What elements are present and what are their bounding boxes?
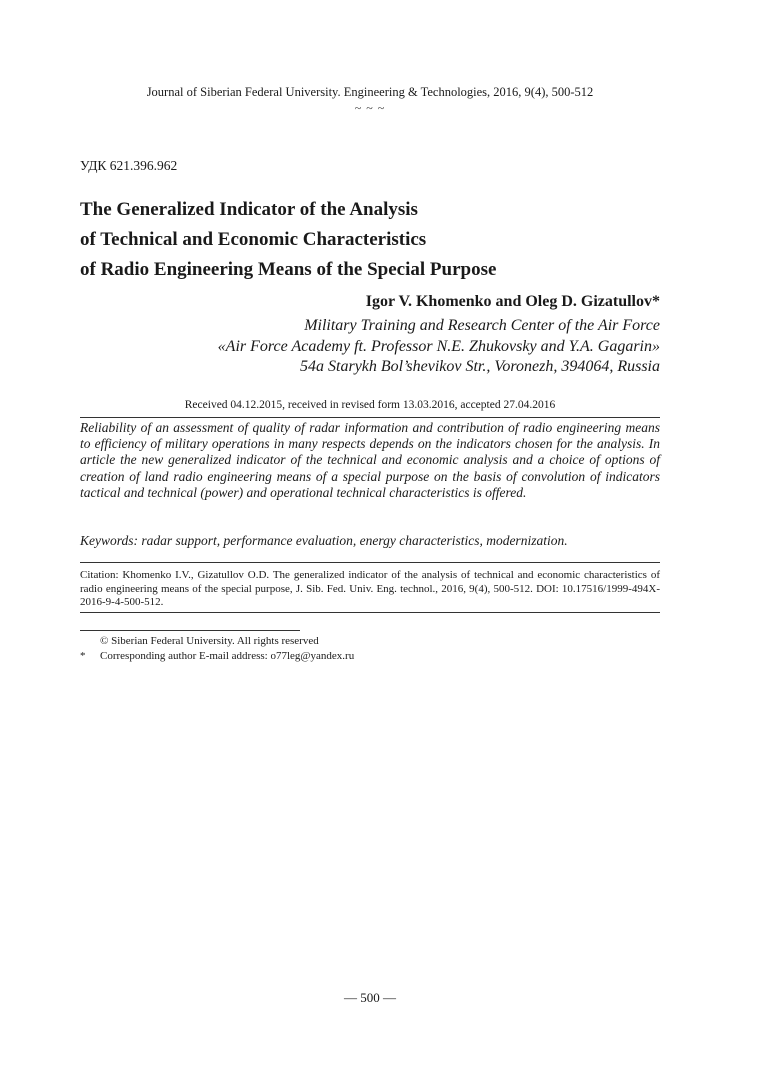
header-ornament: ~ ~ ~ [354, 101, 386, 115]
paper-title [80, 195, 680, 285]
keywords: Keywords: radar support, performance evaluation, energy characteristics, modernization. [80, 533, 568, 548]
citation: Citation: Khomenko I.V., Gizatullov O.D. The generalized indicator of the analysis of technical and economic characteristics of radio engineering means of the special purpose, J. Sib. Fed. Univ. Eng. technol., 2016, 9(4), 500-512. DOI: 10.17516/1999-494X-2016-9-4-500-512. [80, 569, 660, 608]
udk-code: УДК 621.396.962 [80, 158, 178, 173]
footnote-copyright [80, 635, 319, 647]
authors: Igor V. Khomenko and Oleg D. Gizatullov* [365, 293, 660, 310]
abstract: Reliability of an assessment of quality of radar information and contribution of radio engineering means to efficiency of military operations in many respects depends on the indicators chosen for the analysis. In article the new generalized indicator of the technical and economic analysis and a choice of options of creation of land radio engineering means of a special purpose on the basis of convolution of indicators tactical and technical (power) and operational technical characteristics is offered. [80, 420, 660, 500]
title-line: The Generalized Indicator of the Analysis [80, 199, 418, 220]
title-line: of Technical and Economic Characteristics [80, 229, 427, 250]
affiliation-line: «Air Force Academy ft. Professor N.E. Zhukovsky and Y.A. Gagarin» [217, 337, 660, 355]
received-dates: Received 04.12.2015, received in revised form 13.03.2016, accepted 27.04.2016 [184, 399, 556, 411]
affiliation-line: 54a Starykh Bol’shevikov Str., Voronezh, 394064, Russia [300, 358, 660, 375]
footnote-corresponding [80, 650, 354, 662]
copyright-text: © Siberian Federal University. All rights reserved [100, 635, 319, 647]
title-line: of Radio Engineering Means of the Special Purpose [80, 259, 497, 280]
divider-top [80, 417, 660, 418]
asterisk-mark: * [80, 650, 86, 662]
footnote-divider [80, 630, 300, 631]
page-number: — 500 — [344, 990, 396, 1005]
divider-citation-top [80, 562, 660, 563]
affiliation [218, 316, 660, 378]
divider-citation-bottom [80, 612, 660, 613]
journal-header: Journal of Siberian Federal University. Engineering & Technologies, 2016, 9(4), 500-512 [146, 85, 594, 99]
corresponding-email: Corresponding author E-mail address: o77leg@yandex.ru [100, 650, 355, 662]
affiliation-line: Military Training and Research Center of the Air Force [304, 317, 660, 334]
